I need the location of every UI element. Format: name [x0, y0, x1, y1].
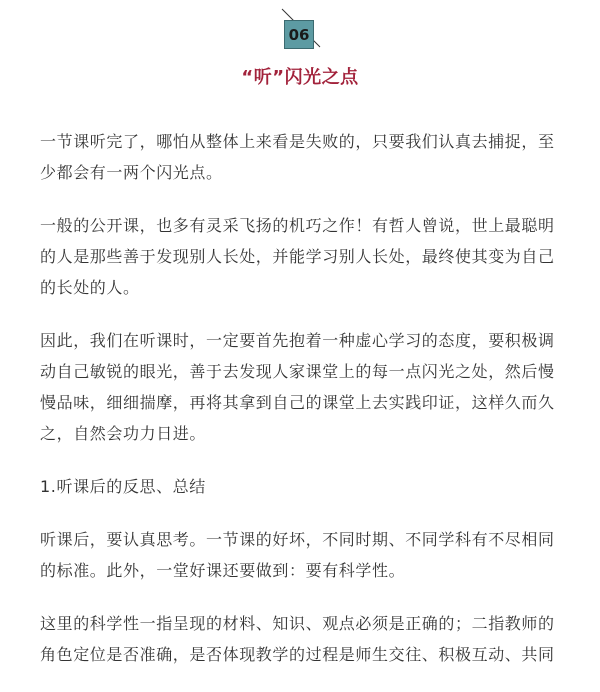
section-number: 06 [284, 20, 314, 49]
paragraph-1: 一节课听完了，哪怕从整体上来看是失败的，只要我们认真去捕捉，至少都会有一两个闪光点。 [40, 132, 555, 182]
article-body [40, 126, 570, 692]
paragraph-4: 听课后，要认真思考。一节课的好坏，不同时期、不同学科有不尽相同的标准。此外，一堂好课还要做到：要有科学性。 [40, 530, 555, 580]
paragraph-3: 因此，我们在听课时，一定要首先抱着一种虚心学习的态度，要积极调动自己敏锐的眼光，善于去发现人家课堂上的每一点闪光之处，然后慢慢品味，细细揣摩，再将其拿到自己的课堂上去实践印证，这样久而久之，自然会功力日进。 [40, 331, 555, 443]
paragraph-2: 一般的公开课，也多有灵采飞扬的机巧之作！有哲人曾说，世上最聪明的人是那些善于发现别人长处，并能学习别人长处，最终使其变为自己的长处的人。 [40, 216, 555, 297]
paragraph-5: 这里的科学性一指呈现的材料、知识、观点必须是正确的；二指教师的角色定位是否准确，是否体现教学的过程是师生交往、积极互动、共同 [40, 614, 555, 664]
section-title: “听”闪光之点 [241, 67, 359, 88]
section-number-badge [280, 6, 324, 50]
subheading-reflection: 1.听课后的反思、总结 [40, 477, 206, 496]
